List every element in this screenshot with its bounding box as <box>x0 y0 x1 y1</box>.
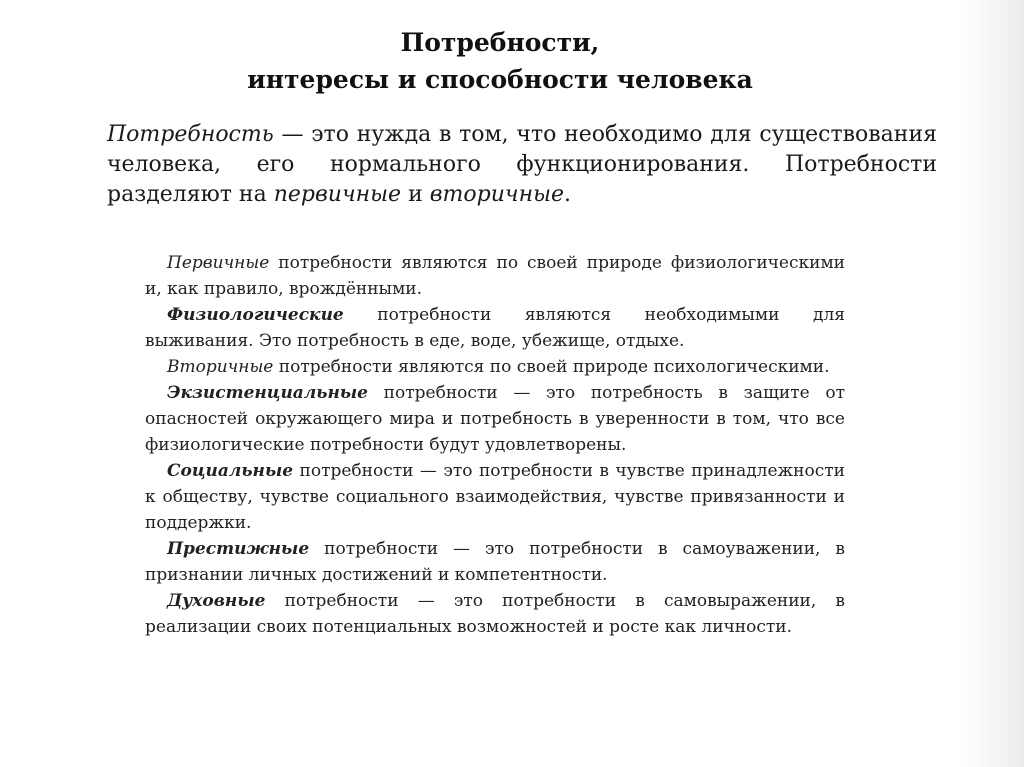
paragraph-text: потребности — это потребность в защите от опасностей окружающего мира и потребность в уверенности в том, что все физиологические потребности будут удовлетворены. <box>145 383 845 455</box>
intro-definition: — это нужда в том, что необходимо для существования человека, его нормального функционирования. Потребности разделяют на <box>107 122 937 207</box>
term-spiritual: Духовные <box>167 591 266 611</box>
term-prestige: Престижные <box>167 539 310 559</box>
paragraph-physiological-needs <box>145 302 845 354</box>
slide-edge-shadow <box>962 0 1024 767</box>
paragraph-text: потребности являются по своей природе физиологическими и, как правило, врождёнными. <box>145 253 845 299</box>
term-physiological: Физиологические <box>167 305 344 325</box>
paragraph-text: потребности являются необходимыми для выживания. Это потребность в еде, воде, убежище, отдыхе. <box>145 305 845 351</box>
needs-description <box>145 250 845 640</box>
paragraph-primary-needs <box>145 250 845 302</box>
term-secondary: Вторичные <box>167 357 274 377</box>
intro-term: Потребность <box>107 122 274 147</box>
intro-ending: . <box>564 182 572 207</box>
term-social: Социальные <box>167 461 294 481</box>
paragraph-text: потребности — это потребности в самоуважении, в признании личных достижений и компетентности. <box>145 539 845 585</box>
title-line-2: интересы и способности человека <box>247 65 753 94</box>
intro-paragraph <box>107 120 937 210</box>
paragraph-social-needs <box>145 458 845 536</box>
paragraph-text: потребности — это потребности в чувстве принадлежности к обществу, чувстве социального взаимодействия, чувстве привязанности и поддержки. <box>145 461 845 533</box>
intro-term-secondary: вторичные <box>429 182 565 207</box>
intro-conjunction: и <box>401 182 430 207</box>
paragraph-spiritual-needs <box>145 588 845 640</box>
paragraph-prestige-needs <box>145 536 845 588</box>
term-existential: Экзистенциальные <box>167 383 368 403</box>
page-title <box>0 24 1000 98</box>
intro-term-primary: первичные <box>273 182 402 207</box>
title-line-1: Потребности, <box>400 28 600 57</box>
term-primary: Первичные <box>167 253 270 273</box>
paragraph-secondary-needs <box>145 354 845 380</box>
paragraph-existential-needs <box>145 380 845 458</box>
paragraph-text: потребности — это потребности в самовыражении, в реализации своих потенциальных возможностей и росте как личности. <box>145 591 845 637</box>
paragraph-text: потребности являются по своей природе психологическими. <box>273 357 830 377</box>
